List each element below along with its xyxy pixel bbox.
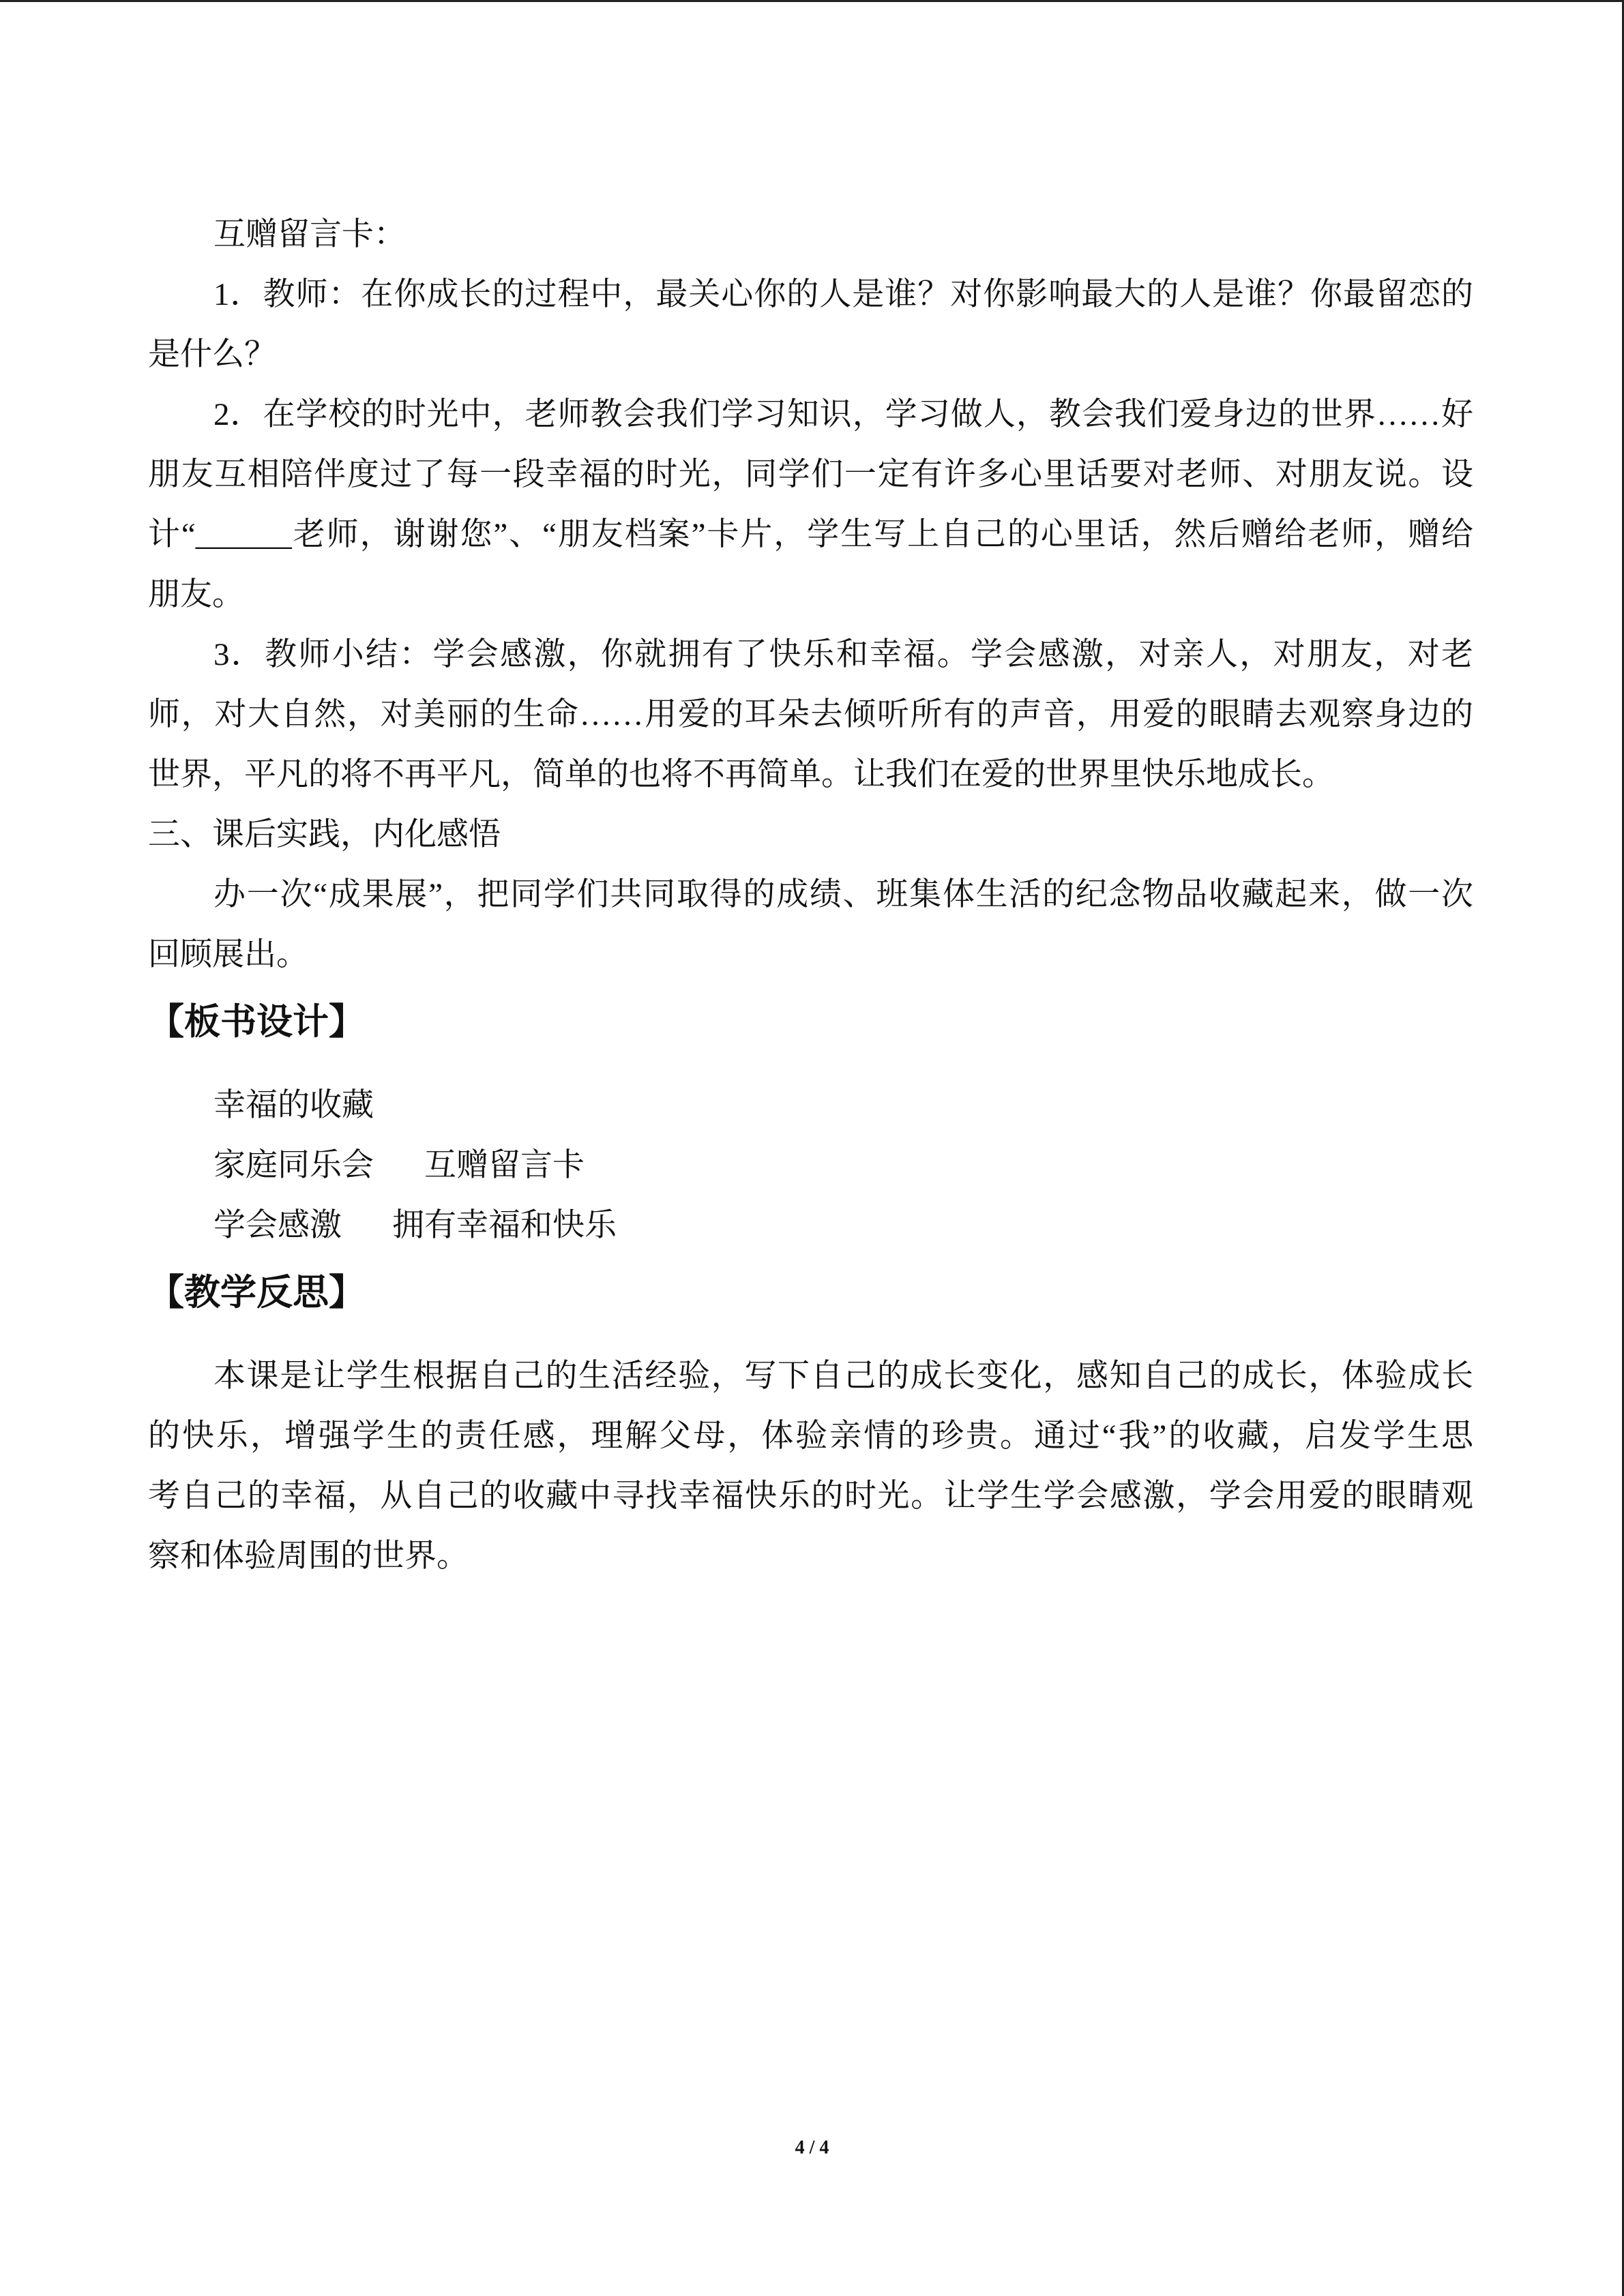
activity-item2-line: 朋友互相陪伴度过了每一段幸福的时光，同学们一定有许多心里话要对老师、对朋友说。设 bbox=[148, 457, 1473, 492]
activity-title: 互赠留言卡： bbox=[213, 217, 406, 252]
activity-item1-line: 1．教师：在你成长的过程中，最关心你的人是谁？对你影响最大的人是谁？你最留恋的 bbox=[213, 277, 1473, 312]
activity-item2-line: 计“______老师，谢谢您”、“朋友档案”卡片，学生写上自己的心里话，然后赠给老师，赠给 bbox=[148, 517, 1473, 552]
activity-item3-line: 世界，平凡的将不再平凡，简单的也将不再简单。让我们在爱的世界里快乐地成长。 bbox=[148, 757, 1334, 792]
board-design-row bbox=[148, 1135, 1473, 1195]
page-number: 4 / 4 bbox=[795, 2137, 829, 2158]
board-design-row-left: 家庭同乐会 bbox=[213, 1148, 374, 1183]
activity-item3-line: 师，对大自然，对美丽的生命……用爱的耳朵去倾听所有的声音，用爱的眼睛去观察身边的 bbox=[148, 697, 1473, 732]
reflection-paragraph-line: 察和体验周围的世界。 bbox=[148, 1538, 469, 1574]
board-design-row-left: 学会感激 bbox=[213, 1208, 342, 1243]
activity-item3-line: 3．教师小结：学会感激，你就拥有了快乐和幸福。学会感激，对亲人，对朋友，对老 bbox=[213, 637, 1473, 672]
reflection-heading: 【教学反思】 bbox=[148, 1273, 365, 1313]
activity-item2-line: 朋友。 bbox=[148, 577, 244, 612]
section3-heading: 三、课后实践，内化感悟 bbox=[148, 817, 501, 852]
page-border-top bbox=[0, 0, 1624, 2]
board-design-row bbox=[148, 1195, 1473, 1255]
reflection-paragraph-line: 考自己的幸福，从自己的收藏中寻找幸福快乐的时光。让学生学会感激，学会用爱的眼睛观 bbox=[148, 1478, 1473, 1514]
board-design-heading: 【板书设计】 bbox=[148, 1002, 365, 1042]
activity-item1-line: 是什么？ bbox=[148, 337, 276, 372]
board-design-row-right: 互赠留言卡 bbox=[424, 1148, 585, 1183]
activity-item2-line: 2．在学校的时光中，老师教会我们学习知识，学习做人，教会我们爱身边的世界……好 bbox=[213, 397, 1473, 432]
section3-paragraph-line: 回顾展出。 bbox=[148, 937, 308, 972]
board-design-row-right: 拥有幸福和快乐 bbox=[392, 1208, 617, 1243]
reflection-paragraph-line: 本课是让学生根据自己的生活经验，写下自己的成长变化，感知自己的成长，体验成长 bbox=[213, 1358, 1473, 1394]
document-body bbox=[148, 205, 1473, 1586]
board-design-title: 幸福的收藏 bbox=[213, 1088, 374, 1123]
section3-paragraph-line: 办一次“成果展”，把同学们共同取得的成绩、班集体生活的纪念物品收藏起来，做一次 bbox=[213, 877, 1473, 912]
reflection-paragraph-line: 的快乐，增强学生的责任感，理解父母，体验亲情的珍贵。通过“我”的收藏，启发学生思 bbox=[148, 1418, 1473, 1454]
